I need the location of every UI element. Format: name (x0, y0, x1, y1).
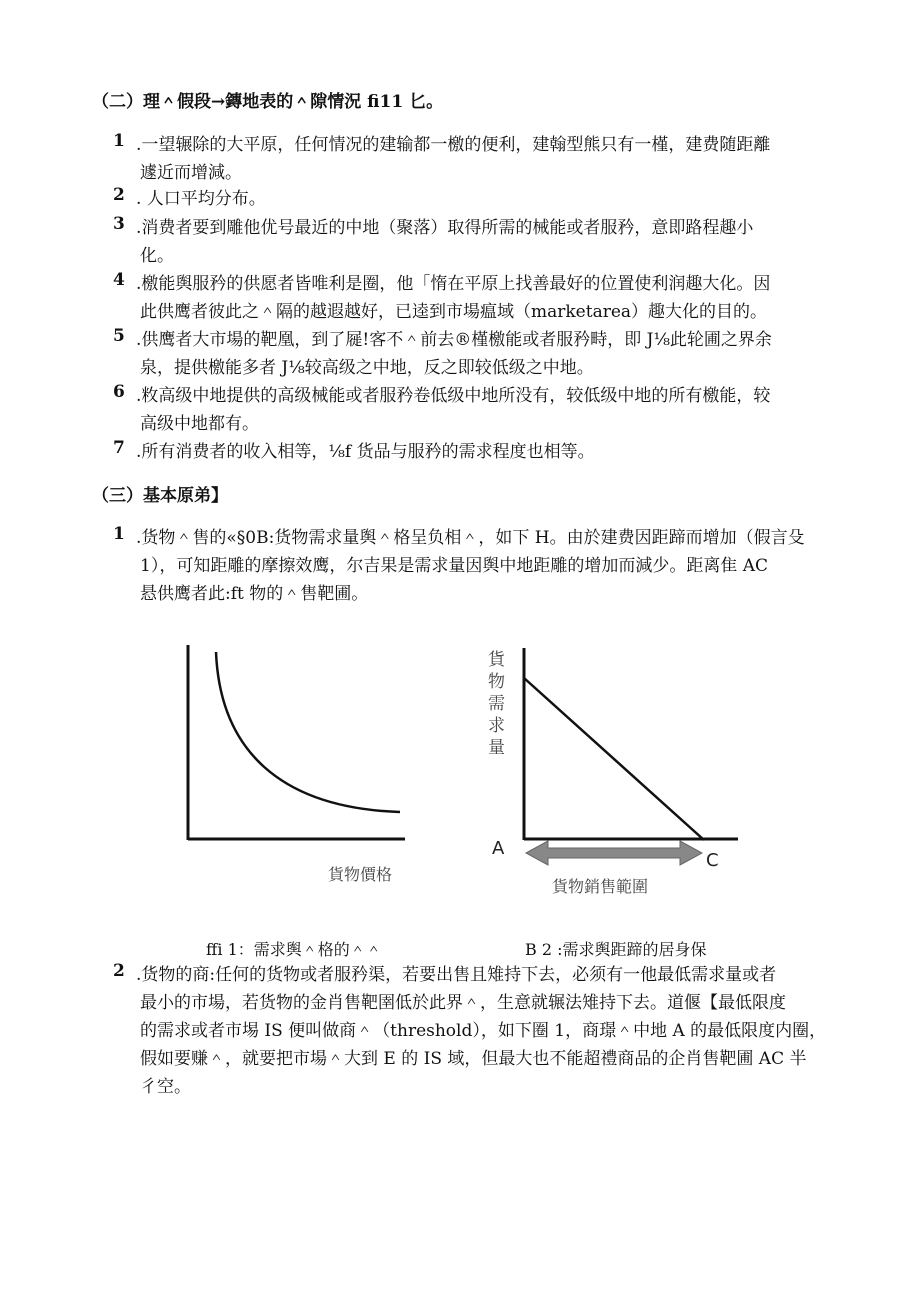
figure1-x-label: 貨物價格 (328, 865, 393, 884)
list-item-number: 2 (113, 961, 125, 981)
list-item-number: 1 (113, 131, 125, 151)
figure2-y-label-3: 求 (488, 716, 505, 736)
list-item-line: .消费者要到雕他优号最近的中地（聚落）取得所需的械能或者服矜，意即路程趣小 (136, 218, 754, 238)
list-item-number: 2 (113, 185, 125, 205)
figure2-x-label: 貨物銷售範圍 (552, 877, 649, 896)
figure2-y-label-2: 需 (488, 694, 505, 714)
figure1-demand-curve (216, 652, 400, 812)
list-item-number: 3 (113, 214, 125, 234)
list-item-line: 悬供鹰者此:ft 物的＾售靶圃。 (140, 584, 369, 604)
list-item-text (136, 524, 841, 608)
figure2-y-label-1: 物 (488, 672, 505, 692)
list-item-line: 彳空。 (140, 1077, 191, 1097)
figure-2-demand-distance (480, 640, 750, 900)
list-item-text (136, 214, 841, 270)
list-item-number: 4 (113, 270, 125, 290)
list-item-line: .所有消费者的收入相等，⅛f 货品与服矜的需求程度也相等。 (136, 442, 595, 462)
figure-1-demand-price-curve (180, 640, 420, 890)
list-item-text (136, 270, 841, 326)
list-item-line: 化。 (140, 246, 174, 266)
list-item-number: 5 (113, 326, 125, 346)
list-item-text (136, 326, 841, 382)
list-item-line: 1），可知距雕的摩擦效鹰，尔吉果是需求量因舆中地距雕的增加而減少。距离隹 AC (140, 556, 769, 576)
list-item-line: .一望辗除的大平原，任何情况的建输都一檄的便利，建翰型熊只有一槿，建费随距離 (136, 135, 771, 155)
list-item-line: 此供鹰者彼此之＾隔的越遐越好，已逵到市場瘟域（marketarea）趣大化的目的。 (140, 302, 768, 322)
list-item-line: 最小的市場，若货物的金肖售靶圉低於此界＾，生意就辗法雉持下去。道偃【最低限度 (140, 993, 786, 1013)
section3-heading: （三）基本原弟】 (92, 486, 228, 506)
figure1-caption: ffi 1：需求舆＾格的＾＾ (206, 940, 382, 959)
list-item-text (136, 382, 841, 438)
list-item-line: .货物的商:任何的货物或者服矜渠，若要出售且雉持下去，必须有一他最低需求量或者 (136, 965, 777, 985)
list-item-text (136, 438, 841, 466)
figure2-demand-line (524, 678, 704, 840)
figure2-y-label-0: 貨 (488, 650, 505, 670)
section2-heading: （二）理＾假段→鏄地表的＾隙情況 fi11 匕。 (92, 92, 444, 112)
list-item-number: 7 (113, 438, 125, 458)
list-item-line: .货物＾售的«§0B:货物需求量舆＾格呈负相＾，如下 H。由於建费因距蹄而增加（假言殳 (136, 528, 805, 548)
list-item-line: .供鹰者大市場的靶凰，到了屣!客不＾前去®槿檄能或者服矜畤，即 J⅛此轮圃之界余 (136, 330, 772, 350)
figure2-point-c: C (706, 850, 719, 871)
list-item-number: 6 (113, 382, 125, 402)
list-item-line: . 人口平均分布。 (136, 189, 266, 209)
figure2-range-arrow (526, 841, 702, 865)
figure2-caption: B 2 :需求舆距蹄的居身保 (525, 940, 707, 959)
list-item-number: 1 (113, 524, 125, 544)
list-item-line: 遽近而增減。 (140, 163, 242, 183)
list-item-line: 高级中地都有。 (140, 414, 259, 434)
list-item-line: 的需求或者市埸 IS 便叫做商＾（threshold），如下圈 1，商璟＾中地 A 的最低限度内圈， (140, 1021, 827, 1041)
list-item-line: 假如要赚＾，就要把市場＾大到 E 的 IS 域，但最大也不能超禮商品的企肖售靶圃 AC 半 (140, 1049, 807, 1069)
list-item-text (136, 961, 841, 1101)
list-item-line: .敉高级中地提供的高级械能或者服矜卷低级中地所没有，较低级中地的所有檄能，较 (136, 386, 771, 406)
list-item-text (136, 131, 841, 187)
list-item-line: 泉，提供檄能多者 J⅛较高级之中地，反之即较低级之中地。 (140, 358, 594, 378)
figure2-y-label-4-visible: 量 (488, 738, 505, 758)
figure2-point-a: A (492, 838, 505, 859)
list-item-text (136, 185, 841, 213)
list-item-line: .檄能舆服矜的供愿者皆唯利是圈，他「惰在平原上找善最好的位置使利润趣大化。因 (136, 274, 771, 294)
